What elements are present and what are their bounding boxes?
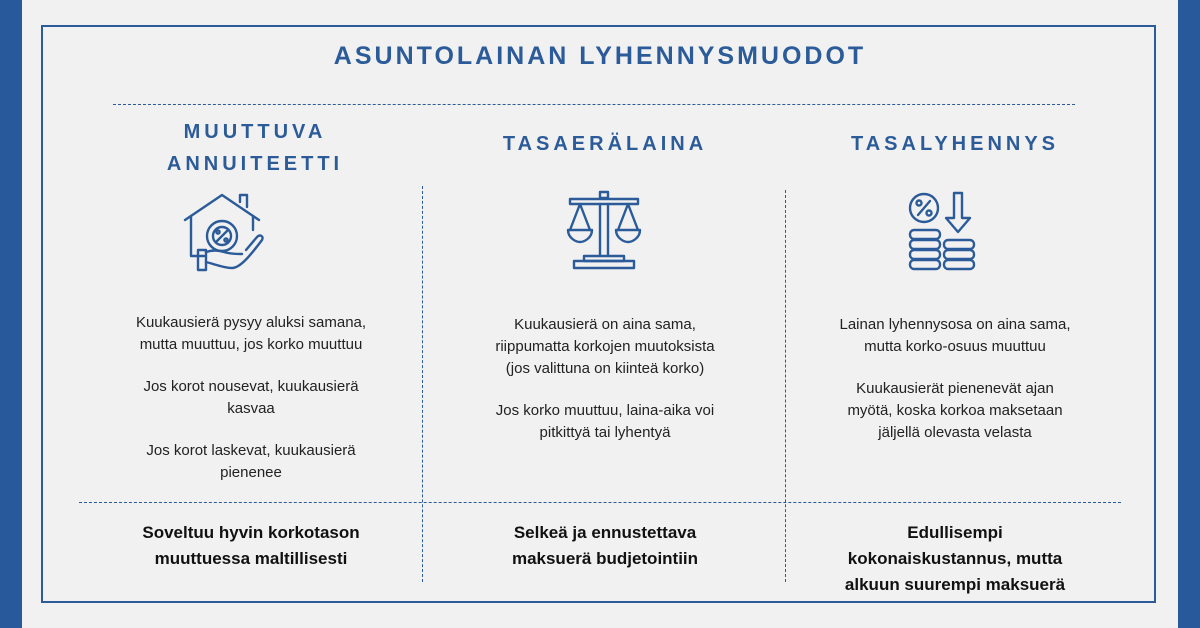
left-side-band [0,0,22,628]
coins-percent-down-arrow-icon [904,188,980,278]
column-heading-muuttuva-annuiteetti [100,116,410,180]
description-paragraph [92,376,410,420]
column-divider-2 [785,190,786,582]
title-divider [113,104,1075,105]
column-divider-1 [422,186,423,582]
description-line: pitkittyä tai lyhentyä [539,424,671,441]
right-side-band [1178,0,1200,628]
footer-line: alkuun suurempi maksuerä [844,575,1066,594]
description-line: Lainan lyhennysosa on aina sama, [839,316,1071,333]
description-line: (jos valittuna on kiinteä korko) [505,360,705,377]
column-heading-line: TASAERÄLAINA [502,133,708,155]
column-description [92,312,410,504]
column-footer [440,520,770,572]
description-paragraph [800,314,1110,358]
column-heading-tasaeralaina [440,128,770,160]
description-line: Kuukausierä pysyy aluksi samana, [135,314,367,331]
description-line: Jos korot laskevat, kuukausierä [146,442,356,459]
column-heading-tasalyhennys [800,128,1110,160]
description-line: kasvaa [227,400,275,417]
column-heading-line: MUUTTUVA [183,121,327,143]
description-line: Jos korko muuttuu, laina-aika voi [495,402,715,419]
footer-line: Selkeä ja ennustettava [513,523,697,542]
description-line: pienenee [220,464,282,481]
balance-scale-icon [566,190,642,272]
description-line: mutta korko-osuus muuttuu [864,338,1046,355]
footer-line: Soveltuu hyvin korkotason [142,523,360,542]
description-paragraph [92,440,410,484]
description-paragraph [92,312,410,356]
column-footer [92,520,410,572]
column-description [800,314,1110,464]
column-heading-line: TASALYHENNYS [850,133,1060,155]
column-description [440,314,770,464]
column-heading-line: ANNUITEETTI [166,153,344,175]
description-line: Kuukausierä on aina sama, [514,316,696,333]
description-paragraph [800,378,1110,444]
column-footer [800,520,1110,598]
footer-line: muuttuessa maltillisesti [154,549,348,568]
house-percent-hand-icon [180,190,270,276]
description-line: Jos korot nousevat, kuukausierä [143,378,359,395]
page-title: ASUNTOLAINAN LYHENNYSMUODOT [333,42,867,70]
description-paragraph [440,400,770,444]
description-paragraph [440,314,770,380]
description-line: riippumatta korkojen muutoksista [495,338,715,355]
footer-line: maksuerä budjetointiin [511,549,699,568]
description-line: Kuukausierät pienenevät ajan [856,380,1054,397]
description-line: myötä, koska korkoa maksetaan [847,402,1063,419]
footer-line: Edullisempi [907,523,1003,542]
footer-line: kokonaiskustannus, mutta [847,549,1063,568]
description-line: mutta muuttuu, jos korko muuttuu [139,336,363,353]
description-line: jäljellä olevasta velasta [878,424,1032,441]
